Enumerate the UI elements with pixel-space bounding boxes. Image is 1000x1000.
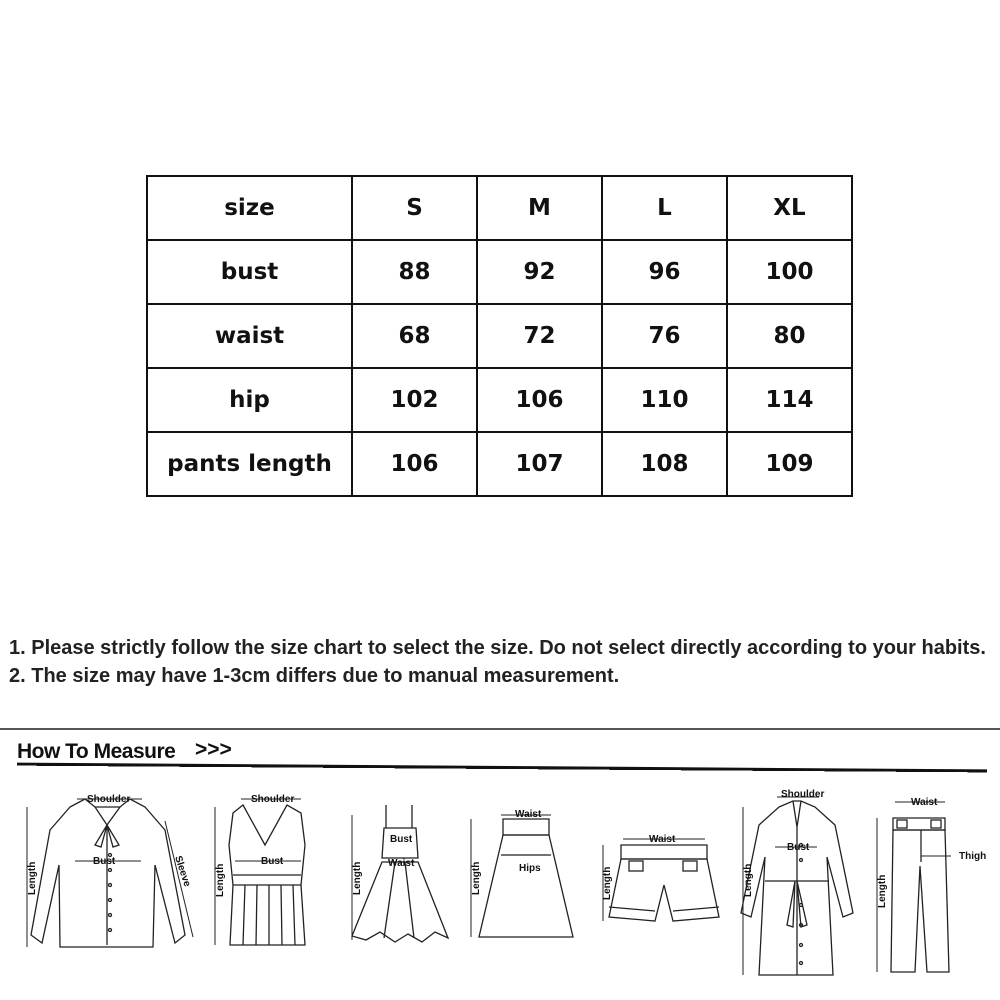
value-cell: 108: [602, 432, 727, 496]
section-divider: [0, 728, 1000, 730]
shoulder-label: Shoulder: [251, 794, 295, 805]
header-cell: size: [147, 176, 352, 240]
shoulder-label: Shoulder: [781, 789, 825, 800]
length-label: Length: [743, 863, 754, 897]
value-cell: 107: [477, 432, 602, 496]
title-underline: [17, 763, 987, 780]
length-label: Length: [215, 863, 226, 897]
row-label-cell: hip: [147, 368, 352, 432]
waist-label: Waist: [649, 834, 676, 845]
row-label-cell: bust: [147, 240, 352, 304]
value-cell: 80: [727, 304, 852, 368]
length-label: Length: [352, 861, 363, 895]
value-cell: 92: [477, 240, 602, 304]
sleeve-label: Sleeve: [172, 854, 193, 889]
table-row: [147, 240, 852, 304]
length-label: Length: [27, 861, 38, 895]
value-cell: 110: [602, 368, 727, 432]
table-header-row: [147, 176, 852, 240]
note-line-2: 2. The size may have 1-3cm differs due to manual measurement.: [9, 665, 620, 687]
header-cell: S: [352, 176, 477, 240]
value-cell: 68: [352, 304, 477, 368]
waist-label: Waist: [911, 797, 938, 808]
note-line-1: 1. Please strictly follow the size chart to select the size. Do not select directly according to your habits.: [9, 637, 986, 659]
value-cell: 88: [352, 240, 477, 304]
size-notes: [9, 634, 994, 690]
value-cell: 76: [602, 304, 727, 368]
header-cell: L: [602, 176, 727, 240]
coat-measure-figure: [735, 785, 860, 980]
vest-measure-figure: [205, 785, 330, 955]
bust-label: Bust: [390, 834, 413, 845]
how-to-measure-title: How To Measure: [17, 740, 176, 763]
length-label: Length: [471, 861, 482, 895]
size-chart-table: [146, 175, 853, 497]
skirt-measure-figure: [463, 805, 583, 945]
waist-label: Waist: [515, 809, 542, 820]
hips-label: Hips: [519, 863, 541, 874]
table-row: [147, 304, 852, 368]
length-label: Length: [877, 874, 888, 908]
value-cell: 114: [727, 368, 852, 432]
dress-measure-figure: [340, 800, 455, 950]
bust-label: Bust: [261, 856, 284, 867]
row-label-cell: pants length: [147, 432, 352, 496]
waist-label: Waist: [388, 858, 415, 869]
bust-label: Bust: [93, 856, 116, 867]
value-cell: 106: [352, 432, 477, 496]
bust-label: Bust: [787, 842, 810, 853]
row-label-cell: waist: [147, 304, 352, 368]
value-cell: 109: [727, 432, 852, 496]
value-cell: 106: [477, 368, 602, 432]
chevrons-right-icon: >>>: [195, 738, 232, 761]
shoulder-label: Shoulder: [87, 794, 131, 805]
value-cell: 72: [477, 304, 602, 368]
shirt-measure-figure: [15, 785, 200, 955]
header-cell: M: [477, 176, 602, 240]
value-cell: 100: [727, 240, 852, 304]
header-cell: XL: [727, 176, 852, 240]
pants-measure-figure: [865, 790, 995, 980]
value-cell: 96: [602, 240, 727, 304]
table-row: [147, 368, 852, 432]
shorts-measure-figure: [595, 825, 730, 935]
table-row: [147, 432, 852, 496]
thigh-label: Thigh: [959, 851, 987, 862]
length-label: Length: [602, 866, 613, 900]
value-cell: 102: [352, 368, 477, 432]
